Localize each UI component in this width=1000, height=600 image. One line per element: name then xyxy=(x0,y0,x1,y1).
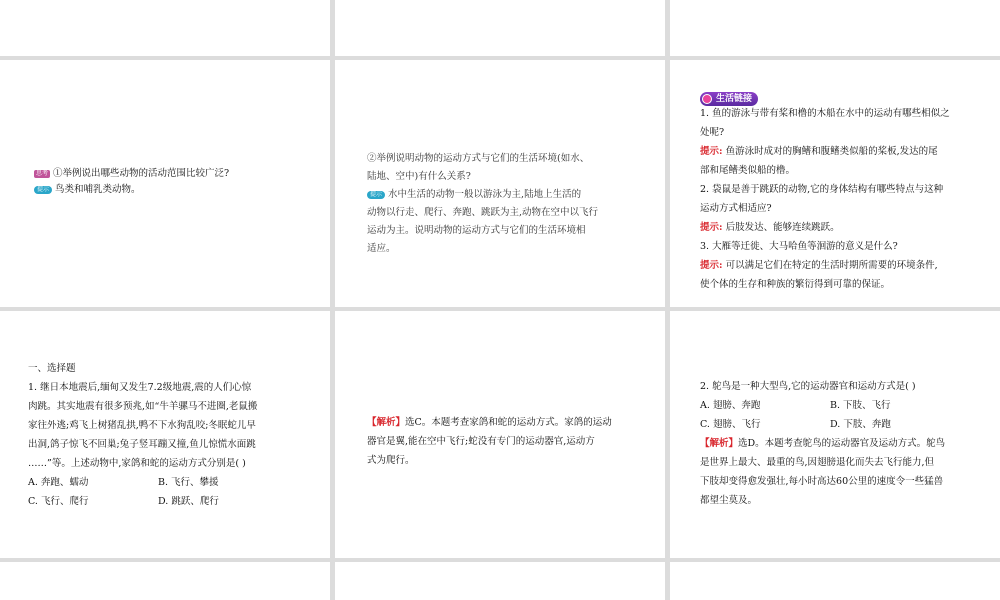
slide-habitat xyxy=(335,60,665,307)
habitat-answer-line1: 水中生活的动物一般以游泳为主,陆地上生活的 xyxy=(388,189,582,200)
slide-answer-1 xyxy=(335,311,665,558)
life-a3-line1: 可以满足它们在特定的生活时期所需要的环境条件, xyxy=(725,260,938,271)
slide-top-left xyxy=(0,0,330,56)
q1-option-b[interactable]: B. 飞行、攀援 xyxy=(158,477,219,488)
slide-question-2 xyxy=(670,311,1000,558)
banner-label: 生活链接 xyxy=(716,94,753,104)
life-a3-line2: 使个体的生存和种族的繁衍得到可靠的保证。 xyxy=(700,279,891,290)
q1-stem-line1: 1. 继日本地震后,缅甸又发生7.2级地震,震的人们心惊 xyxy=(28,382,252,393)
habitat-question-line1: ②举例说明动物的运动方式与它们的生活环境(如水、 xyxy=(367,153,590,164)
q1-stem-line4: 出洞,鸽子惊飞不回巢;兔子竖耳蹦又撞,鱼儿惊慌水面跳 xyxy=(28,439,256,450)
think-tag: 思考 xyxy=(36,169,49,177)
q1-option-a[interactable]: A. 奔跑、蠕动 xyxy=(28,477,89,488)
life-a2: 后肢发达、能够连续跳跃。 xyxy=(725,222,840,233)
life-q3: 3. 大雁等迁徙、大马哈鱼等洄游的意义是什么? xyxy=(700,241,898,252)
habitat-answer-line4: 适应。 xyxy=(367,243,396,254)
life-q1-line1: 1. 鱼的游泳与带有桨和橹的木船在水中的运动有哪些相似之 xyxy=(700,108,950,119)
hint-label: 提示 xyxy=(700,146,720,157)
a1-line3: 式为爬行。 xyxy=(367,455,415,466)
hint-tag: 提示 xyxy=(367,191,385,199)
life-q1-line2: 处呢? xyxy=(700,127,725,138)
slide-life-link: 生活链接 1. 鱼的游泳与带有桨和橹的木船在水中的运动有哪些相似之 处呢? 提示: 鱼游泳时成对的胸鳍和腹鳍类似船的桨板,发达的尾 部和尾鳍类似船的橹。 2. 袋鼠是善于跳跃的动物,它的身体结构有哪些特点与这种 运动方式相适应? 提示: 后肢发达、能够连续跳跃。 3. 大雁等迁徙、大马哈鱼等洄游的意义是什么? 提示: 可以满足它们在特定的生活时期所需要的环境条件, 使个体的生存和种族的繁衍得到可靠的保证。 xyxy=(670,60,1000,307)
q2-stem: 2. 鸵鸟是一种大型鸟,它的运动器官和运动方式是( ) xyxy=(700,381,916,392)
life-a1-line1: 鱼游泳时成对的胸鳍和腹鳍类似船的桨板,发达的尾 xyxy=(725,146,938,157)
life-q2-line2: 运动方式相适应? xyxy=(700,203,772,214)
slide-question-1 xyxy=(0,311,330,558)
q2-analysis-line3: 下肢却变得愈发强壮,每小时高达60公里的速度令一些猛兽 xyxy=(700,476,944,487)
slide-think xyxy=(0,60,330,307)
slide-bottom-right xyxy=(670,562,1000,600)
banner-dot-icon xyxy=(702,94,712,104)
q2-options xyxy=(700,396,960,434)
slide-top-middle xyxy=(335,0,665,56)
think-question: ①举例说出哪些动物的活动范围比较广泛? xyxy=(53,168,230,179)
q2-analysis-line4: 都望尘莫及。 xyxy=(700,495,758,506)
life-a1-line2: 部和尾鳍类似船的橹。 xyxy=(700,165,796,176)
q2-analysis-line2: 是世界上最大、最重的鸟,因翅膀退化而失去飞行能力,但 xyxy=(700,457,935,468)
life-q2-line1: 2. 袋鼠是善于跳跃的动物,它的身体结构有哪些特点与这种 xyxy=(700,184,944,195)
slide-bottom-left xyxy=(0,562,330,600)
section-title: 一、选择题 xyxy=(28,363,76,374)
a1-line2: 器官是翼,能在空中飞行;蛇没有专门的运动器官,运动方 xyxy=(367,436,595,447)
analysis-label: 【解析】 xyxy=(367,417,406,428)
q1-stem-line3: 家往外逃;鸡飞上树猪乱拱,鸭不下水狗乱咬;冬眠蛇儿早 xyxy=(28,420,256,431)
slide-bottom-middle xyxy=(335,562,665,600)
q1-options xyxy=(28,473,288,511)
habitat-answer-line2: 动物以行走、爬行、奔跑、跳跃为主,动物在空中以飞行 xyxy=(367,207,599,218)
a1-line1: 选C。本题考查家鸽和蛇的运动方式。家鸽的运动 xyxy=(405,417,612,428)
q1-option-c[interactable]: C. 飞行、爬行 xyxy=(28,496,89,507)
q2-option-c[interactable]: C. 翅膀、飞行 xyxy=(700,419,761,430)
hint-label: 提示 xyxy=(700,260,720,271)
habitat-question-line2: 陆地、空中)有什么关系? xyxy=(367,171,471,182)
analysis-label: 【解析】 xyxy=(700,438,739,449)
q1-stem-line5: ……”等。上述动物中,家鸽和蛇的运动方式分别是( ) xyxy=(28,458,246,469)
q2-option-a[interactable]: A. 翅膀、奔跑 xyxy=(700,400,761,411)
slide-top-right xyxy=(670,0,1000,56)
habitat-answer-line3: 运动为主。说明动物的运动方式与它们的生活环境相 xyxy=(367,225,586,236)
q1-option-d[interactable]: D. 跳跃、爬行 xyxy=(158,496,219,507)
hint-label: 提示 xyxy=(700,222,720,233)
hint-tag: 提示 xyxy=(34,186,52,194)
q2-option-d[interactable]: D. 下肢、奔跑 xyxy=(830,419,891,430)
q2-analysis-line1: 选D。本题考查鸵鸟的运动器官及运动方式。鸵鸟 xyxy=(738,438,946,449)
think-answer: 鸟类和哺乳类动物。 xyxy=(55,184,141,195)
q1-stem-line2: 肉跳。其实地震有很多预兆,如“牛羊骡马不进圈,老鼠搬 xyxy=(28,401,258,412)
q2-option-b[interactable]: B. 下肢、飞行 xyxy=(830,400,891,411)
